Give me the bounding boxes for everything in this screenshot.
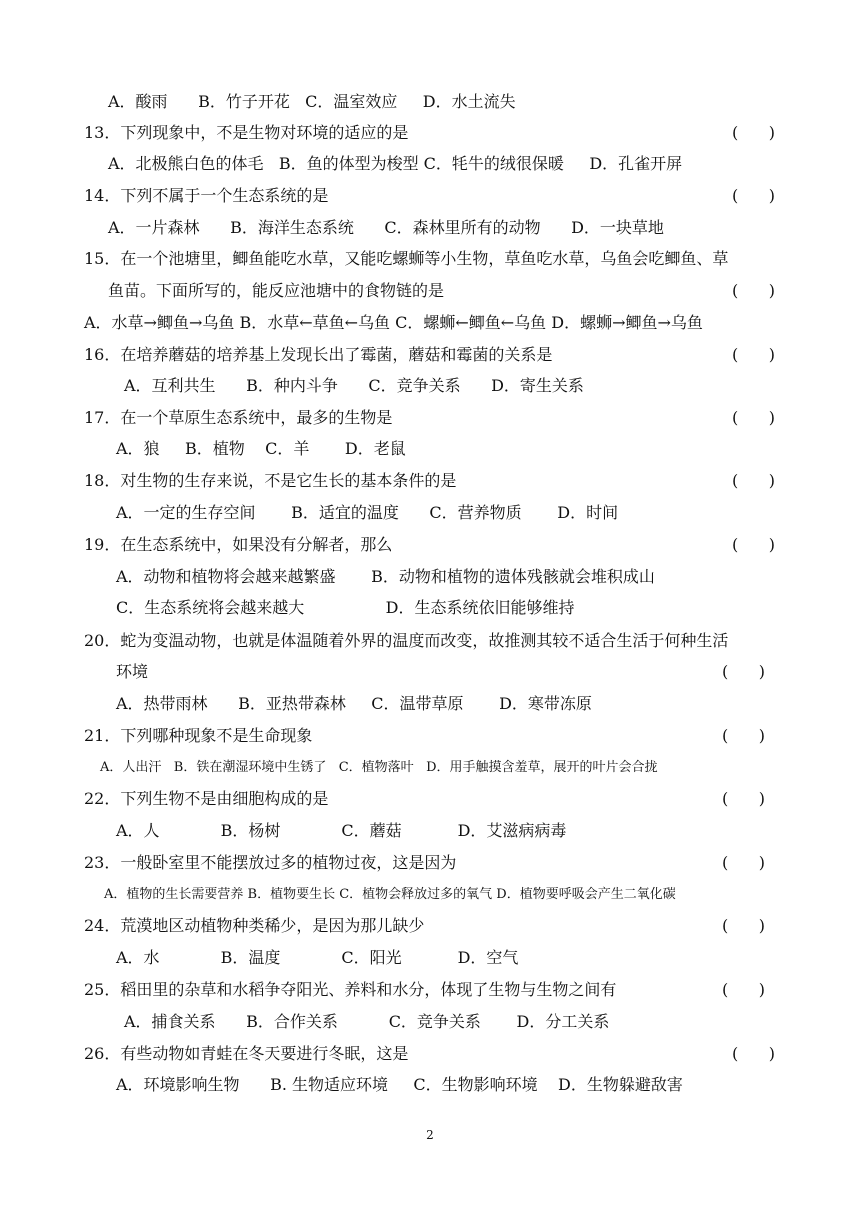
text-line (0, 212, 860, 243)
text-line (0, 529, 860, 560)
answer-blank: ( ) (732, 1044, 775, 1063)
line-text: A．一片森林 B．海洋生态系统 C．森林里所有的动物 D．一块草地 (108, 218, 664, 237)
text-line (0, 243, 860, 274)
line-text: A．水 B．温度 C．阳光 D．空气 (116, 948, 519, 967)
answer-blank: ( ) (722, 726, 765, 745)
answer-blank: ( ) (722, 853, 765, 872)
text-line (0, 752, 860, 783)
text-line (0, 339, 860, 370)
answer-blank: ( ) (722, 980, 765, 999)
line-text: 16．在培养蘑菇的培养基上发现长出了霉菌，蘑菇和霉菌的关系是 (84, 345, 553, 364)
line-text: 23．一般卧室里不能摆放过多的植物过夜，这是因为 (84, 853, 457, 872)
answer-blank: ( ) (722, 916, 765, 935)
text-line (0, 688, 860, 719)
text-line (0, 370, 860, 401)
text-line (0, 148, 860, 179)
line-text: C．生态系统将会越来越大 D．生态系统依旧能够维持 (116, 598, 575, 617)
text-line (0, 497, 860, 528)
text-line (0, 433, 860, 464)
text-line (0, 1038, 860, 1069)
line-text: A．互利共生 B．种内斗争 C．竞争关系 D．寄生关系 (124, 376, 584, 395)
text-line (0, 592, 860, 623)
line-text: 21．下列哪种现象不是生命现象 (84, 726, 313, 745)
line-text: 13．下列现象中，不是生物对环境的适应的是 (84, 123, 409, 142)
text-line (0, 847, 860, 878)
answer-blank: ( ) (722, 789, 765, 808)
page-number: 2 (426, 1128, 434, 1142)
text-line (0, 656, 860, 687)
text-line (0, 1069, 860, 1100)
line-text: 22．下列生物不是由细胞构成的是 (84, 789, 329, 808)
text-line (0, 815, 860, 846)
text-line (0, 720, 860, 751)
text-line (0, 275, 860, 306)
line-text: 鱼苗。下面所写的，能反应池塘中的食物链的是 (108, 281, 445, 300)
text-line (0, 974, 860, 1005)
text-line (0, 307, 860, 338)
line-text: A．植物的生长需要营养 B．植物要生长 C．植物会释放过多的氧气 D．植物要呼吸会产生二氧化碳 (104, 887, 676, 902)
line-text: A．人出汗 B．铁在潮湿环境中生锈了 C．植物落叶 D．用手触摸含羞草，展开的叶片会合拢 (100, 760, 658, 775)
text-line (0, 180, 860, 211)
line-text: A．动物和植物将会越来越繁盛 B．动物和植物的遗体残骸就会堆积成山 (116, 567, 655, 586)
text-line (0, 625, 860, 656)
line-text: A．热带雨林 B．亚热带森林 C．温带草原 D．寒带冻原 (116, 694, 592, 713)
answer-blank: ( ) (732, 471, 775, 490)
line-text: 15．在一个池塘里，鲫鱼能吃水草，又能吃螺蛳等小生物，草鱼吃水草，乌鱼会吃鲫鱼、草 (84, 249, 729, 268)
line-text: A．捕食关系 B．合作关系 C．竞争关系 D．分工关系 (124, 1012, 610, 1031)
answer-blank: ( ) (722, 662, 765, 681)
answer-blank: ( ) (732, 535, 775, 554)
text-line (0, 117, 860, 148)
line-text: 24．荒漠地区动植物种类稀少，是因为那儿缺少 (84, 916, 425, 935)
line-text: A．北极熊白色的体毛 B．鱼的体型为梭型 C．牦牛的绒很保暖 D．孔雀开屏 (108, 154, 683, 173)
text-line (0, 402, 860, 433)
answer-blank: ( ) (732, 123, 775, 142)
line-text: A．人 B．杨树 C．蘑菇 D．艾滋病病毒 (116, 821, 567, 840)
line-text: 19．在生态系统中，如果没有分解者，那么 (84, 535, 393, 554)
line-text: 20．蛇为变温动物，也就是体温随着外界的温度而改变，故推测其较不适合生活于何种生活 (84, 631, 729, 650)
line-text: 25．稻田里的杂草和水稻争夺阳光、养料和水分，体现了生物与生物之间有 (84, 980, 617, 999)
text-line (0, 465, 860, 496)
text-line (0, 783, 860, 814)
text-line (0, 1006, 860, 1037)
line-text: A．一定的生存空间 B．适宜的温度 C．营养物质 D．时间 (116, 503, 619, 522)
text-line (0, 942, 860, 973)
line-text: 26．有些动物如青蛙在冬天要进行冬眠，这是 (84, 1044, 409, 1063)
answer-blank: ( ) (732, 186, 775, 205)
line-text: A．环境影响生物 B. 生物适应环境 C．生物影响环境 D．生物躲避敌害 (116, 1075, 683, 1094)
line-text: 18．对生物的生存来说，不是它生长的基本条件的是 (84, 471, 457, 490)
line-text: 17．在一个草原生态系统中，最多的生物是 (84, 408, 393, 427)
answer-blank: ( ) (732, 281, 775, 300)
text-line (0, 910, 860, 941)
text-line (0, 879, 860, 910)
answer-blank: ( ) (732, 345, 775, 364)
line-text: 环境 (116, 662, 149, 681)
line-text: 14．下列不属于一个生态系统的是 (84, 186, 329, 205)
text-line (0, 561, 860, 592)
text-line (0, 86, 860, 117)
line-text: A．狼 B．植物 C．羊 D．老鼠 (116, 439, 406, 458)
line-text: A．酸雨 B．竹子开花 C．温室效应 D．水土流失 (108, 92, 516, 111)
line-text: A．水草→鲫鱼→乌鱼 B．水草←草鱼←乌鱼 C．螺蛳←鲫鱼←乌鱼 D．螺蛳→鲫鱼→乌鱼 (84, 313, 703, 332)
answer-blank: ( ) (732, 408, 775, 427)
